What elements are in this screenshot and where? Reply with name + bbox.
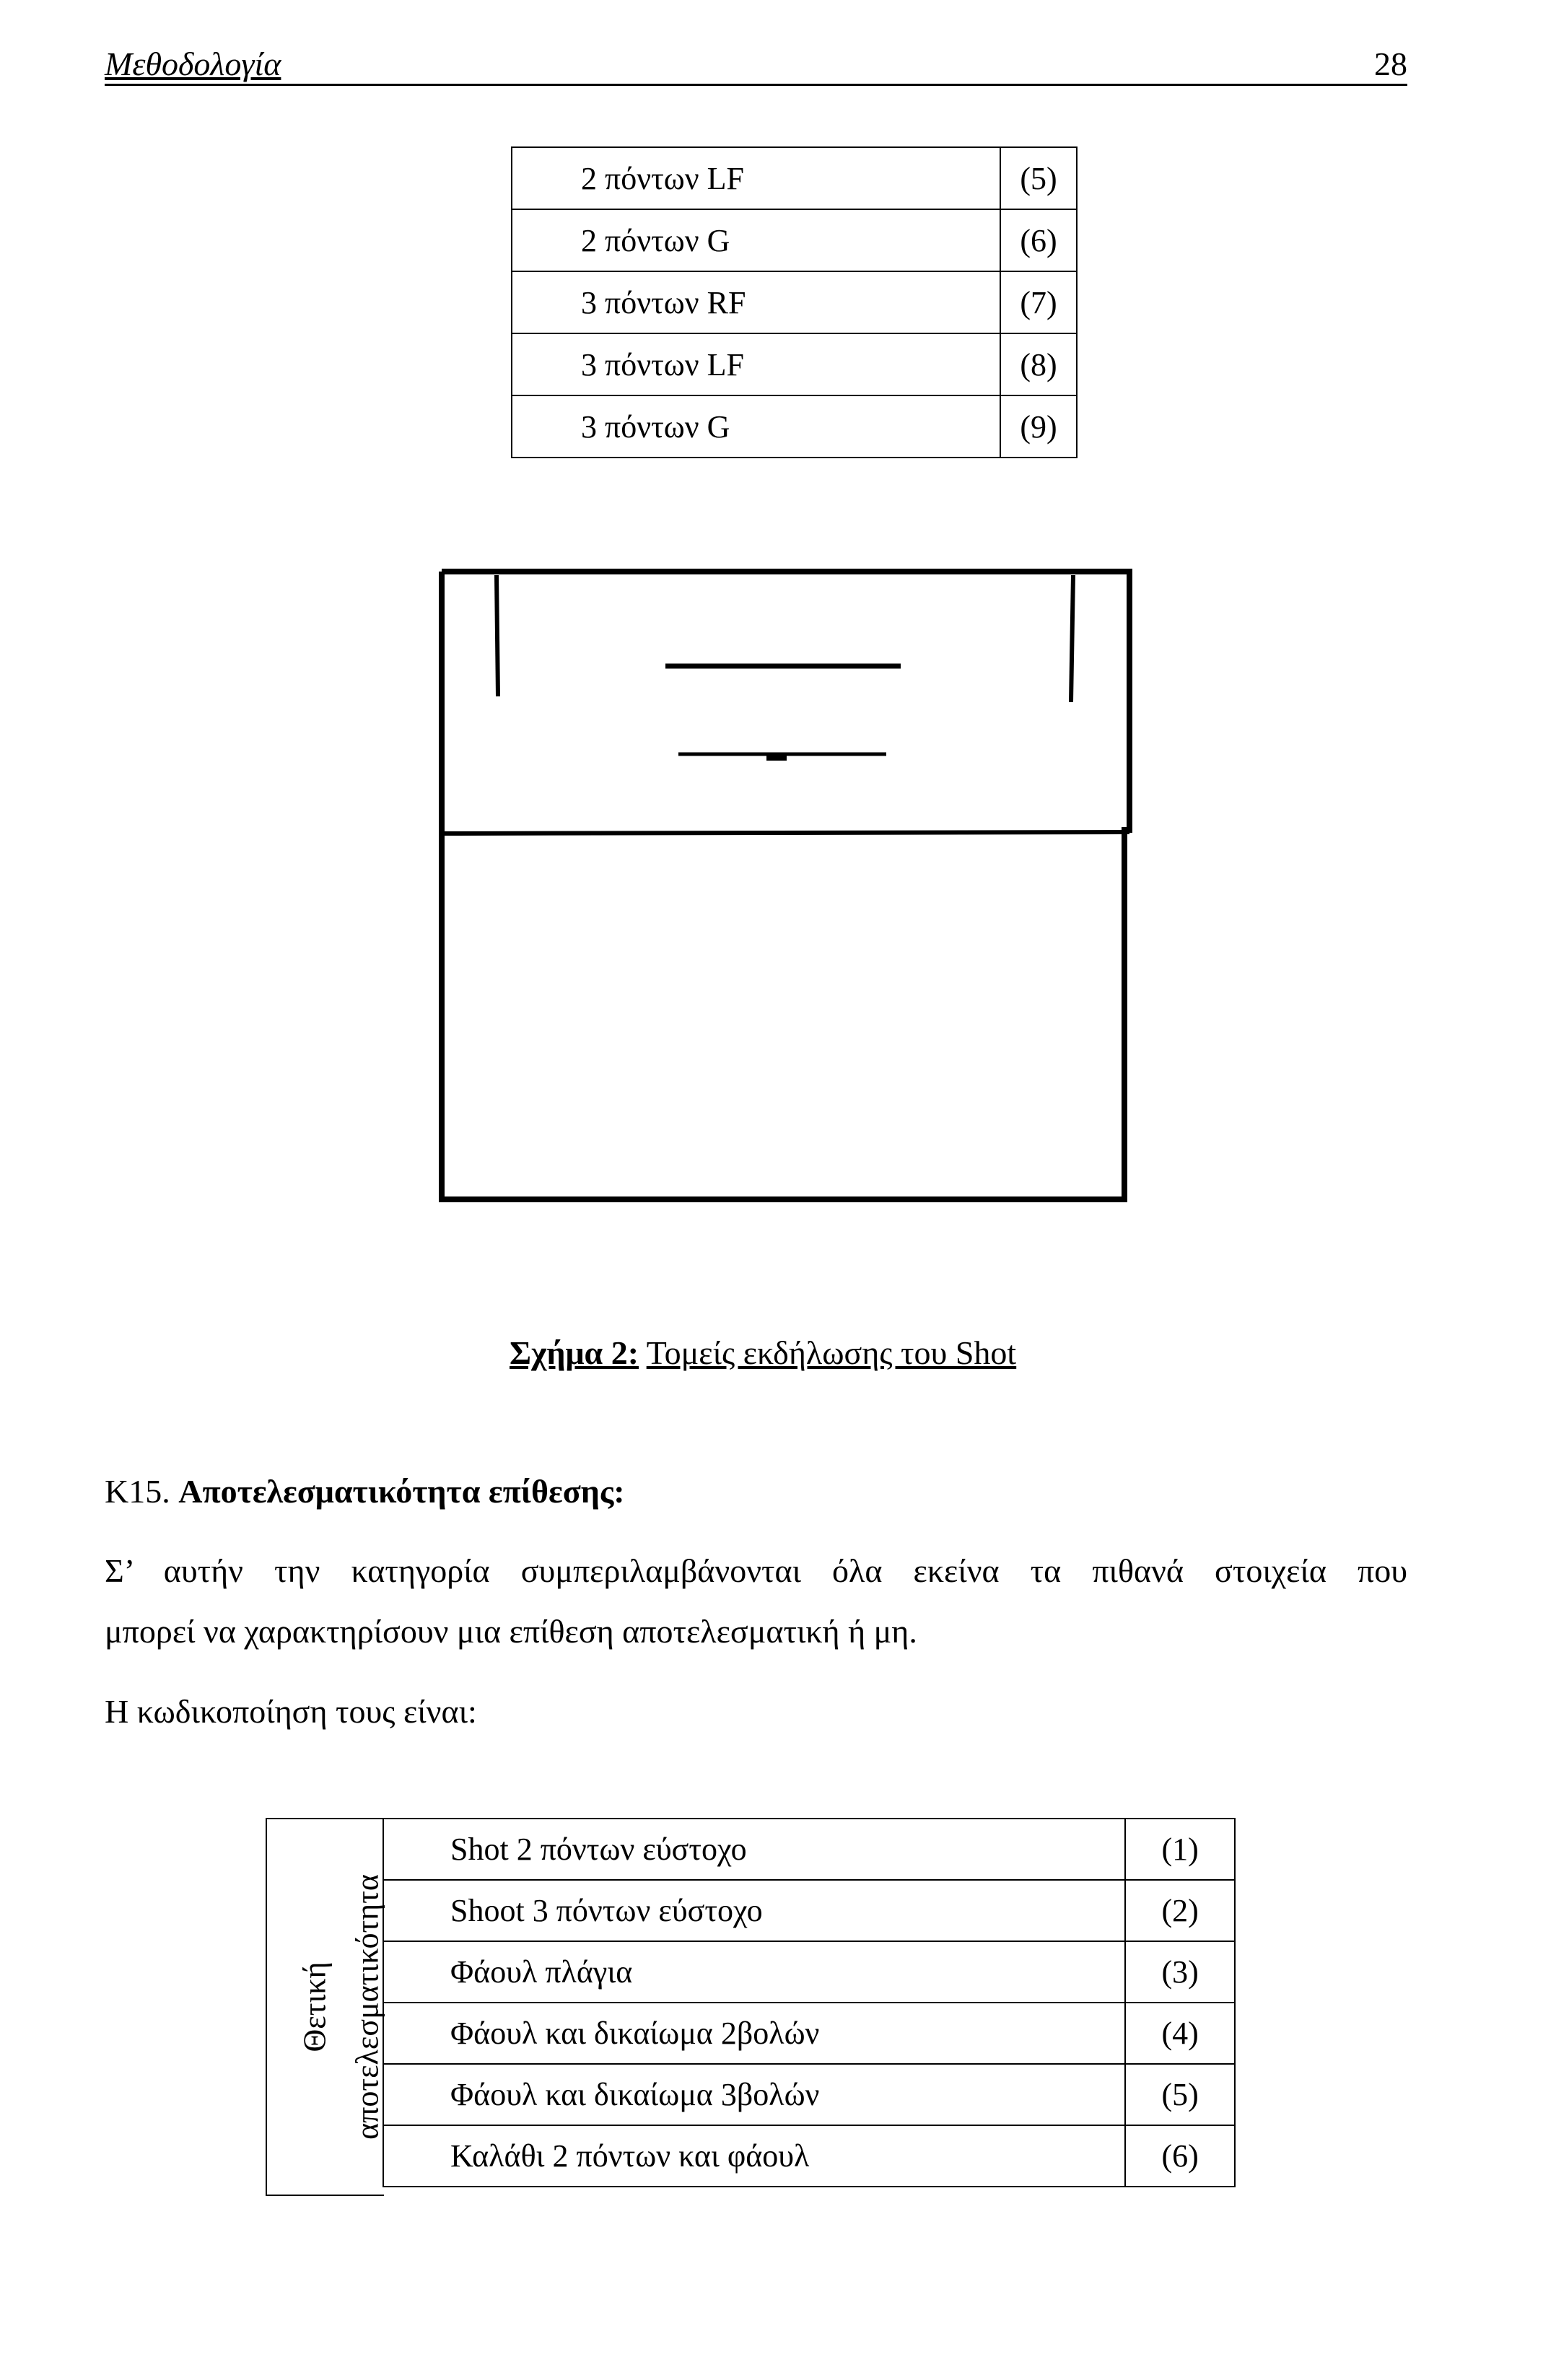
section-title-text: Αποτελεσματικότητα επίθεσης: [178, 1473, 625, 1510]
section-heading [105, 1472, 625, 1510]
paragraph-line-1: Σ’ αυτήν την κατηγορία συμπεριλαμβάνονται όλα εκείνα τα πιθανά στοιχεία που [105, 1552, 1407, 1589]
group-label-outer: Θετική [297, 1961, 333, 2052]
outcome-code: (6) [1125, 2125, 1235, 2187]
outcome-code: (5) [1125, 2064, 1235, 2125]
figure-caption [510, 1334, 1016, 1372]
outcome-code: (2) [1125, 1880, 1235, 1941]
zone-code: (8) [1000, 333, 1077, 395]
table-row [512, 271, 1077, 333]
table-row [383, 2003, 1235, 2064]
table-row [383, 2125, 1235, 2187]
coding-intro: Η κωδικοποίηση τους είναι: [105, 1693, 477, 1730]
outcome-label: Φάουλ πλάγια [383, 1941, 1125, 2003]
table-row [383, 2064, 1235, 2125]
three-point-right-line [1071, 575, 1073, 702]
section-code: Κ15. [105, 1473, 170, 1510]
outcome-code: (3) [1125, 1941, 1235, 2003]
group-label-inner: αποτελεσματικότητα [349, 1874, 385, 2140]
outcome-label: Shoot 3 πόντων εύστοχο [383, 1880, 1125, 1941]
zone-code: (6) [1000, 209, 1077, 271]
three-point-left-line [497, 575, 498, 696]
zone-label: 3 πόντων G [512, 395, 1000, 458]
outcome-code: (1) [1125, 1819, 1235, 1880]
zone-label: 3 πόντων RF [512, 271, 1000, 333]
zone-label: 2 πόντων LF [512, 147, 1000, 209]
half-court-line [442, 832, 1129, 834]
effectiveness-table [266, 1818, 1236, 2196]
table-row [512, 333, 1077, 395]
table-row [383, 1880, 1235, 1941]
outcome-code: (4) [1125, 2003, 1235, 2064]
table-row [512, 395, 1077, 458]
page-number: 28 [1374, 45, 1407, 82]
zone-label: 2 πόντων G [512, 209, 1000, 271]
figure-caption-text: Τομείς εκδήλωσης του Shot [646, 1334, 1017, 1371]
court-diagram [433, 566, 1133, 1209]
paragraph-line-2: μπορεί να χαρακτηρίσουν μια επίθεση αποτελεσματική ή μη. [105, 1613, 917, 1650]
table-row [383, 1941, 1235, 2003]
effectiveness-rows [383, 1818, 1236, 2187]
page-header [105, 45, 1407, 86]
zone-code: (7) [1000, 271, 1077, 333]
table-row [383, 1819, 1235, 1880]
outcome-label: Φάουλ και δικαίωμα 2βολών [383, 2003, 1125, 2064]
table-row [512, 209, 1077, 271]
outcome-label: Φάουλ και δικαίωμα 3βολών [383, 2064, 1125, 2125]
outcome-label: Shot 2 πόντων εύστοχο [383, 1819, 1125, 1880]
shot-zones-table [511, 146, 1078, 458]
zone-code: (9) [1000, 395, 1077, 458]
figure-label: Σχήμα 2: [510, 1334, 639, 1371]
outcome-label: Καλάθι 2 πόντων και φάουλ [383, 2125, 1125, 2187]
group-label-cell [266, 1818, 384, 2196]
table-row [512, 147, 1077, 209]
section-title: Μεθοδολογία [105, 45, 281, 82]
basket-mark [766, 753, 787, 761]
zone-code: (5) [1000, 147, 1077, 209]
zone-label: 3 πόντων LF [512, 333, 1000, 395]
